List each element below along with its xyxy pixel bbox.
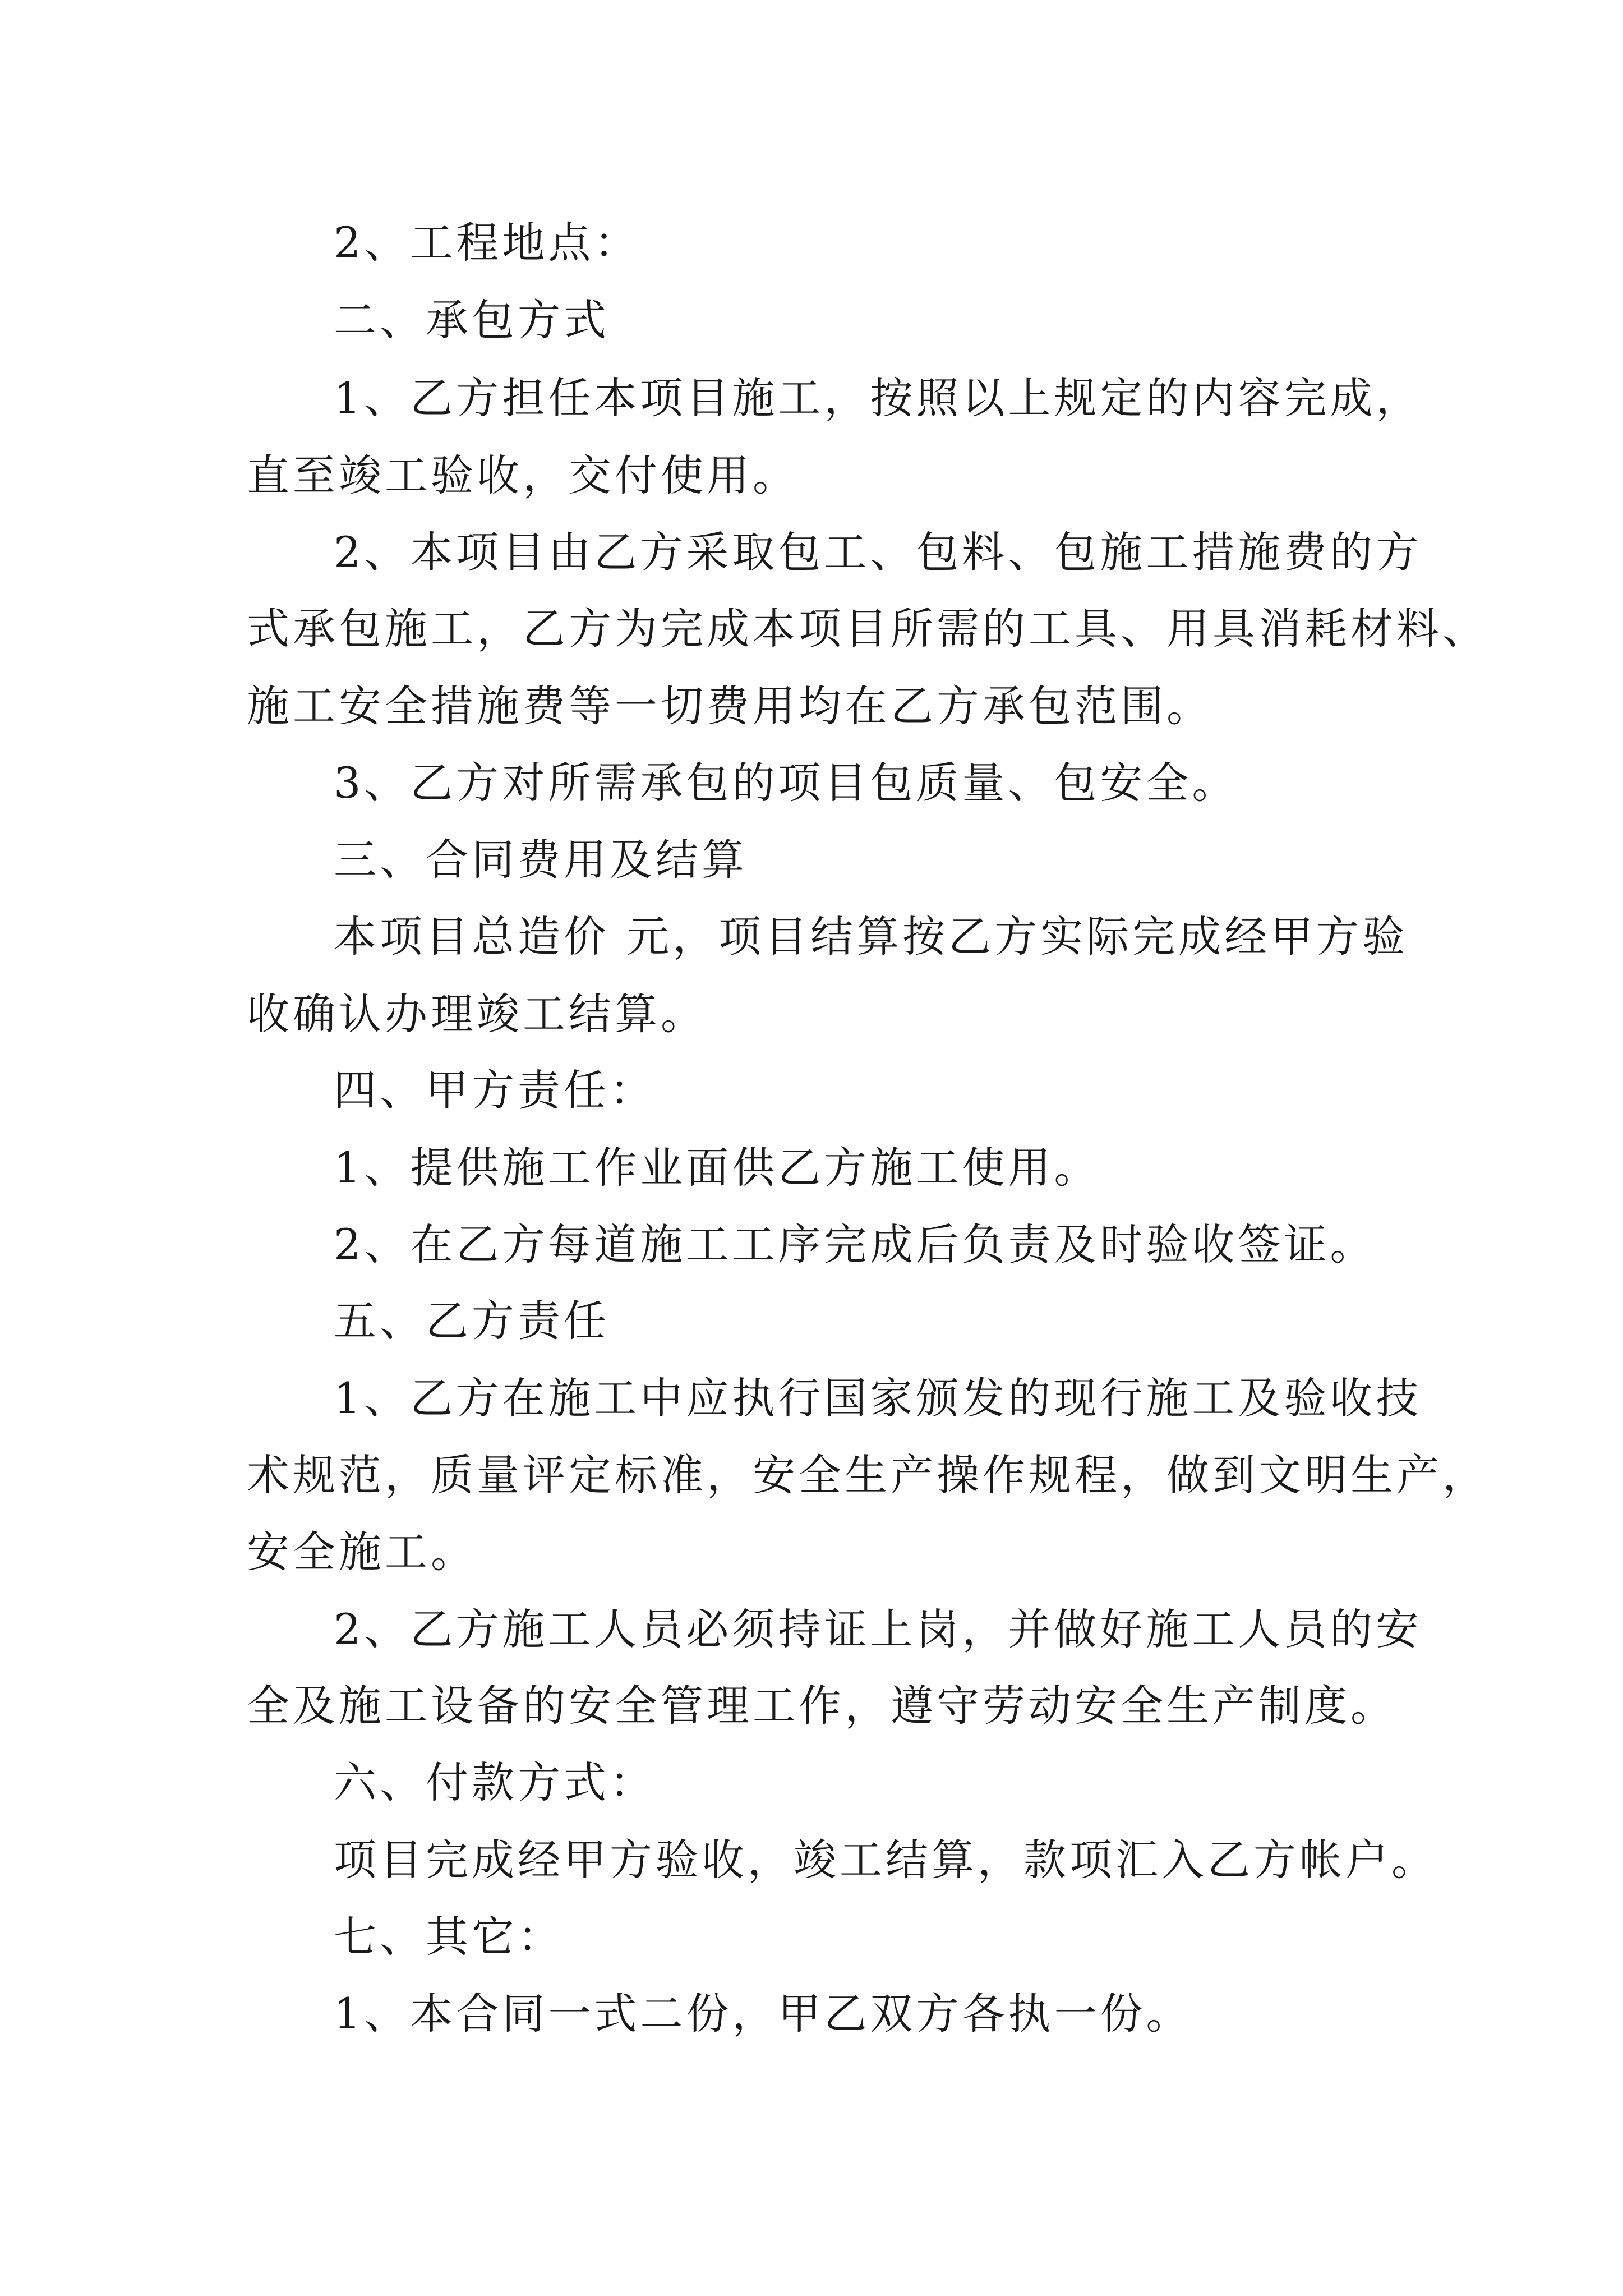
text-line: 式承包施工，乙方为完成本项目所需的工具、用具消耗材料、 [247, 604, 1488, 654]
text-line: 2、乙方施工人员必须持证上岗，并做好施工人员的安 [334, 1604, 1422, 1654]
text-line: 本项目总造价 元，项目结算按乙方实际完成经甲方验 [334, 912, 1409, 961]
text-line: 施工安全措施费等一切费用均在乙方承包范围。 [247, 681, 1212, 731]
text-line: 直至竣工验收，交付使用。 [247, 450, 799, 500]
text-line: 术规范，质量评定标准，安全生产操作规程，做到文明生产， [247, 1450, 1488, 1500]
heading-payment-method: 六、付款方式： [334, 1757, 656, 1807]
text-line: 1、本合同一式二份，甲乙双方各执一份。 [334, 1989, 1192, 2039]
text-line: 项目完成经甲方验收，竣工结算，款项汇入乙方帐户。 [334, 1835, 1437, 1885]
text-line: 安全施工。 [247, 1527, 477, 1577]
heading-contract-fees: 三、合同费用及结算 [334, 835, 748, 885]
text-line-engineering-location: 2、工程地点： [334, 218, 640, 268]
heading-contracting-method: 二、承包方式 [334, 295, 610, 345]
heading-other: 七、其它： [334, 1912, 564, 1962]
heading-party-b-responsibility: 五、乙方责任 [334, 1296, 610, 1346]
text-line: 2、在乙方每道施工工序完成后负责及时验收签证。 [334, 1220, 1376, 1269]
text-line: 1、提供施工作业面供乙方施工使用。 [334, 1143, 1100, 1193]
text-line: 收确认办理竣工结算。 [247, 989, 707, 1039]
text-line: 全及施工设备的安全管理工作，遵守劳动安全生产制度。 [247, 1681, 1396, 1731]
text-line: 2、本项目由乙方采取包工、包料、包施工措施费的方 [334, 527, 1422, 577]
text-line: 3、乙方对所需承包的项目包质量、包安全。 [334, 758, 1238, 808]
text-line: 1、乙方在施工中应执行国家颁发的现行施工及验收技 [334, 1373, 1422, 1423]
heading-party-a-responsibility: 四、甲方责任： [334, 1065, 656, 1115]
text-line: 1、乙方担任本项目施工，按照以上规定的内容完成， [334, 373, 1422, 423]
